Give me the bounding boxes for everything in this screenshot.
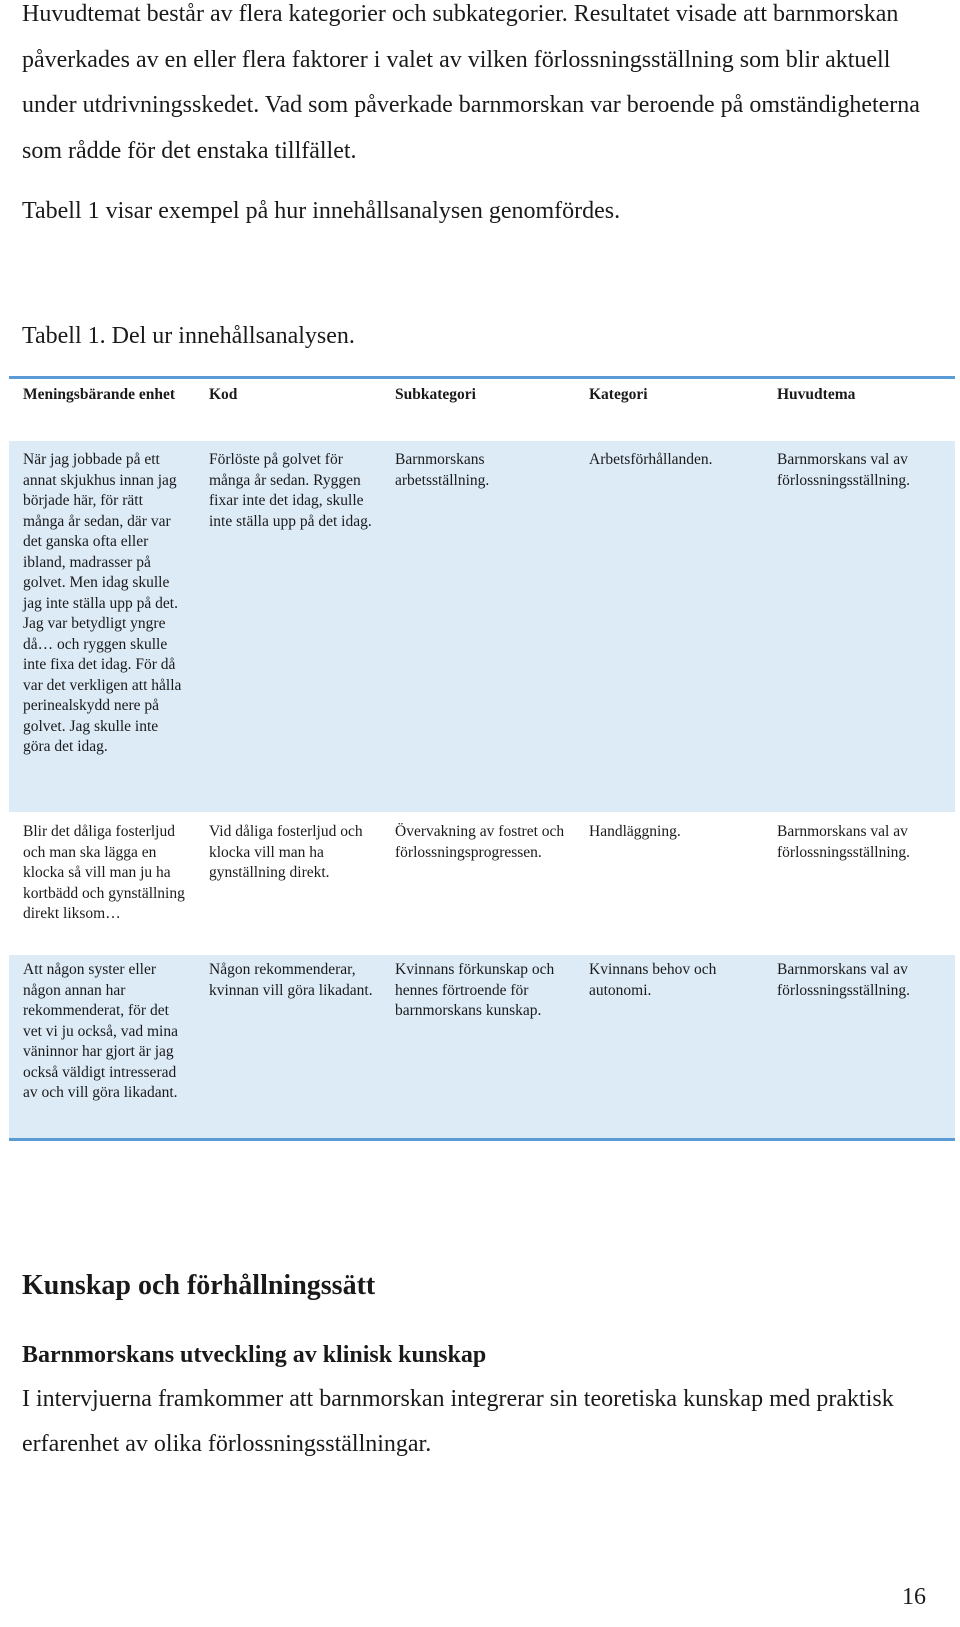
cell-meaning-unit: Att någon syster eller någon annan har rekommenderat, för det vet vi ju också, vad mina väninnor har gjort är jag också väldigt intresserad av och vill göra likadant. — [23, 961, 178, 1101]
header-subcategory: Subkategori — [395, 386, 476, 403]
cell-category: Handläggning. — [589, 823, 681, 840]
section-paragraph: I intervjuerna framkommer att barnmorskan integrerar sin teoretiska kunskap med praktisk erfarenhet av olika förlossningsställningar. — [22, 1386, 894, 1457]
table-header-row — [9, 379, 955, 441]
cell-code: Någon rekommenderar, kvinnan vill göra likadant. — [209, 961, 373, 999]
table-row — [9, 955, 955, 1138]
header-main-theme: Huvudtema — [777, 386, 856, 403]
section-heading: Kunskap och förhållningssätt — [22, 1270, 376, 1301]
cell-subcategory: Barnmorskans arbetsställning. — [395, 451, 490, 489]
cell-subcategory: Kvinnans förkunskap och hennes förtroende för barnmorskans kunskap. — [395, 961, 555, 1019]
table-bottom-rule — [9, 1138, 955, 1141]
cell-main-theme: Barnmorskans val av förlossningsställning. — [777, 961, 911, 999]
cell-meaning-unit: När jag jobbade på ett annat skjukhus innan jag började här, för rätt många år sedan, där var det ganska ofta eller ibland, madrasser på golvet. Men idag skulle jag inte ställa upp på det. Jag var betydligt yngre då… och ryggen skulle inte fixa det idag. För då var det verkligen att hålla perinealskydd nere på golvet. Jag skulle inte göra det idag. — [23, 451, 182, 755]
page-number: 16 — [902, 1584, 926, 1610]
cell-subcategory: Övervakning av fostret och förlossningsprogressen. — [395, 823, 565, 861]
table-row — [9, 441, 955, 812]
cell-main-theme: Barnmorskans val av förlossningsställning. — [777, 451, 911, 489]
section-subheading: Barnmorskans utveckling av klinisk kunskap — [22, 1342, 487, 1368]
cell-category: Arbetsförhållanden. — [589, 451, 713, 468]
header-category: Kategori — [589, 386, 648, 403]
cell-code: Förlöste på golvet för många år sedan. Ryggen fixar inte det idag, skulle inte ställa upp på det idag. — [209, 451, 372, 530]
content-analysis-table — [9, 376, 955, 1141]
table-caption: Tabell 1. Del ur innehållsanalysen. — [22, 323, 355, 349]
header-code: Kod — [209, 386, 238, 403]
cell-code: Vid dåliga fosterljud och klocka vill man ha gynställning direkt. — [209, 823, 363, 881]
table-reference-sentence: Tabell 1 visar exempel på hur innehållsanalysen genomfördes. — [22, 198, 621, 224]
table-row — [9, 812, 955, 955]
intro-paragraph: Huvudtemat består av flera kategorier och subkategorier. Resultatet visade att barnmorskan påverkades av en eller flera faktorer i valet av vilken förlossningsställning som blir aktuell under utdrivningsskedet. Vad som påverkade barnmorskan var beroende på omständigheterna som rådde för det enstaka tillfället. — [22, 1, 920, 164]
cell-main-theme: Barnmorskans val av förlossningsställning. — [777, 823, 911, 861]
cell-meaning-unit: Blir det dåliga fosterljud och man ska lägga en klocka så vill man ju ha kortbädd och gynställning direkt liksom… — [23, 823, 185, 922]
header-meaning-unit: Meningsbärande enhet — [23, 386, 175, 403]
cell-category: Kvinnans behov och autonomi. — [589, 961, 717, 999]
